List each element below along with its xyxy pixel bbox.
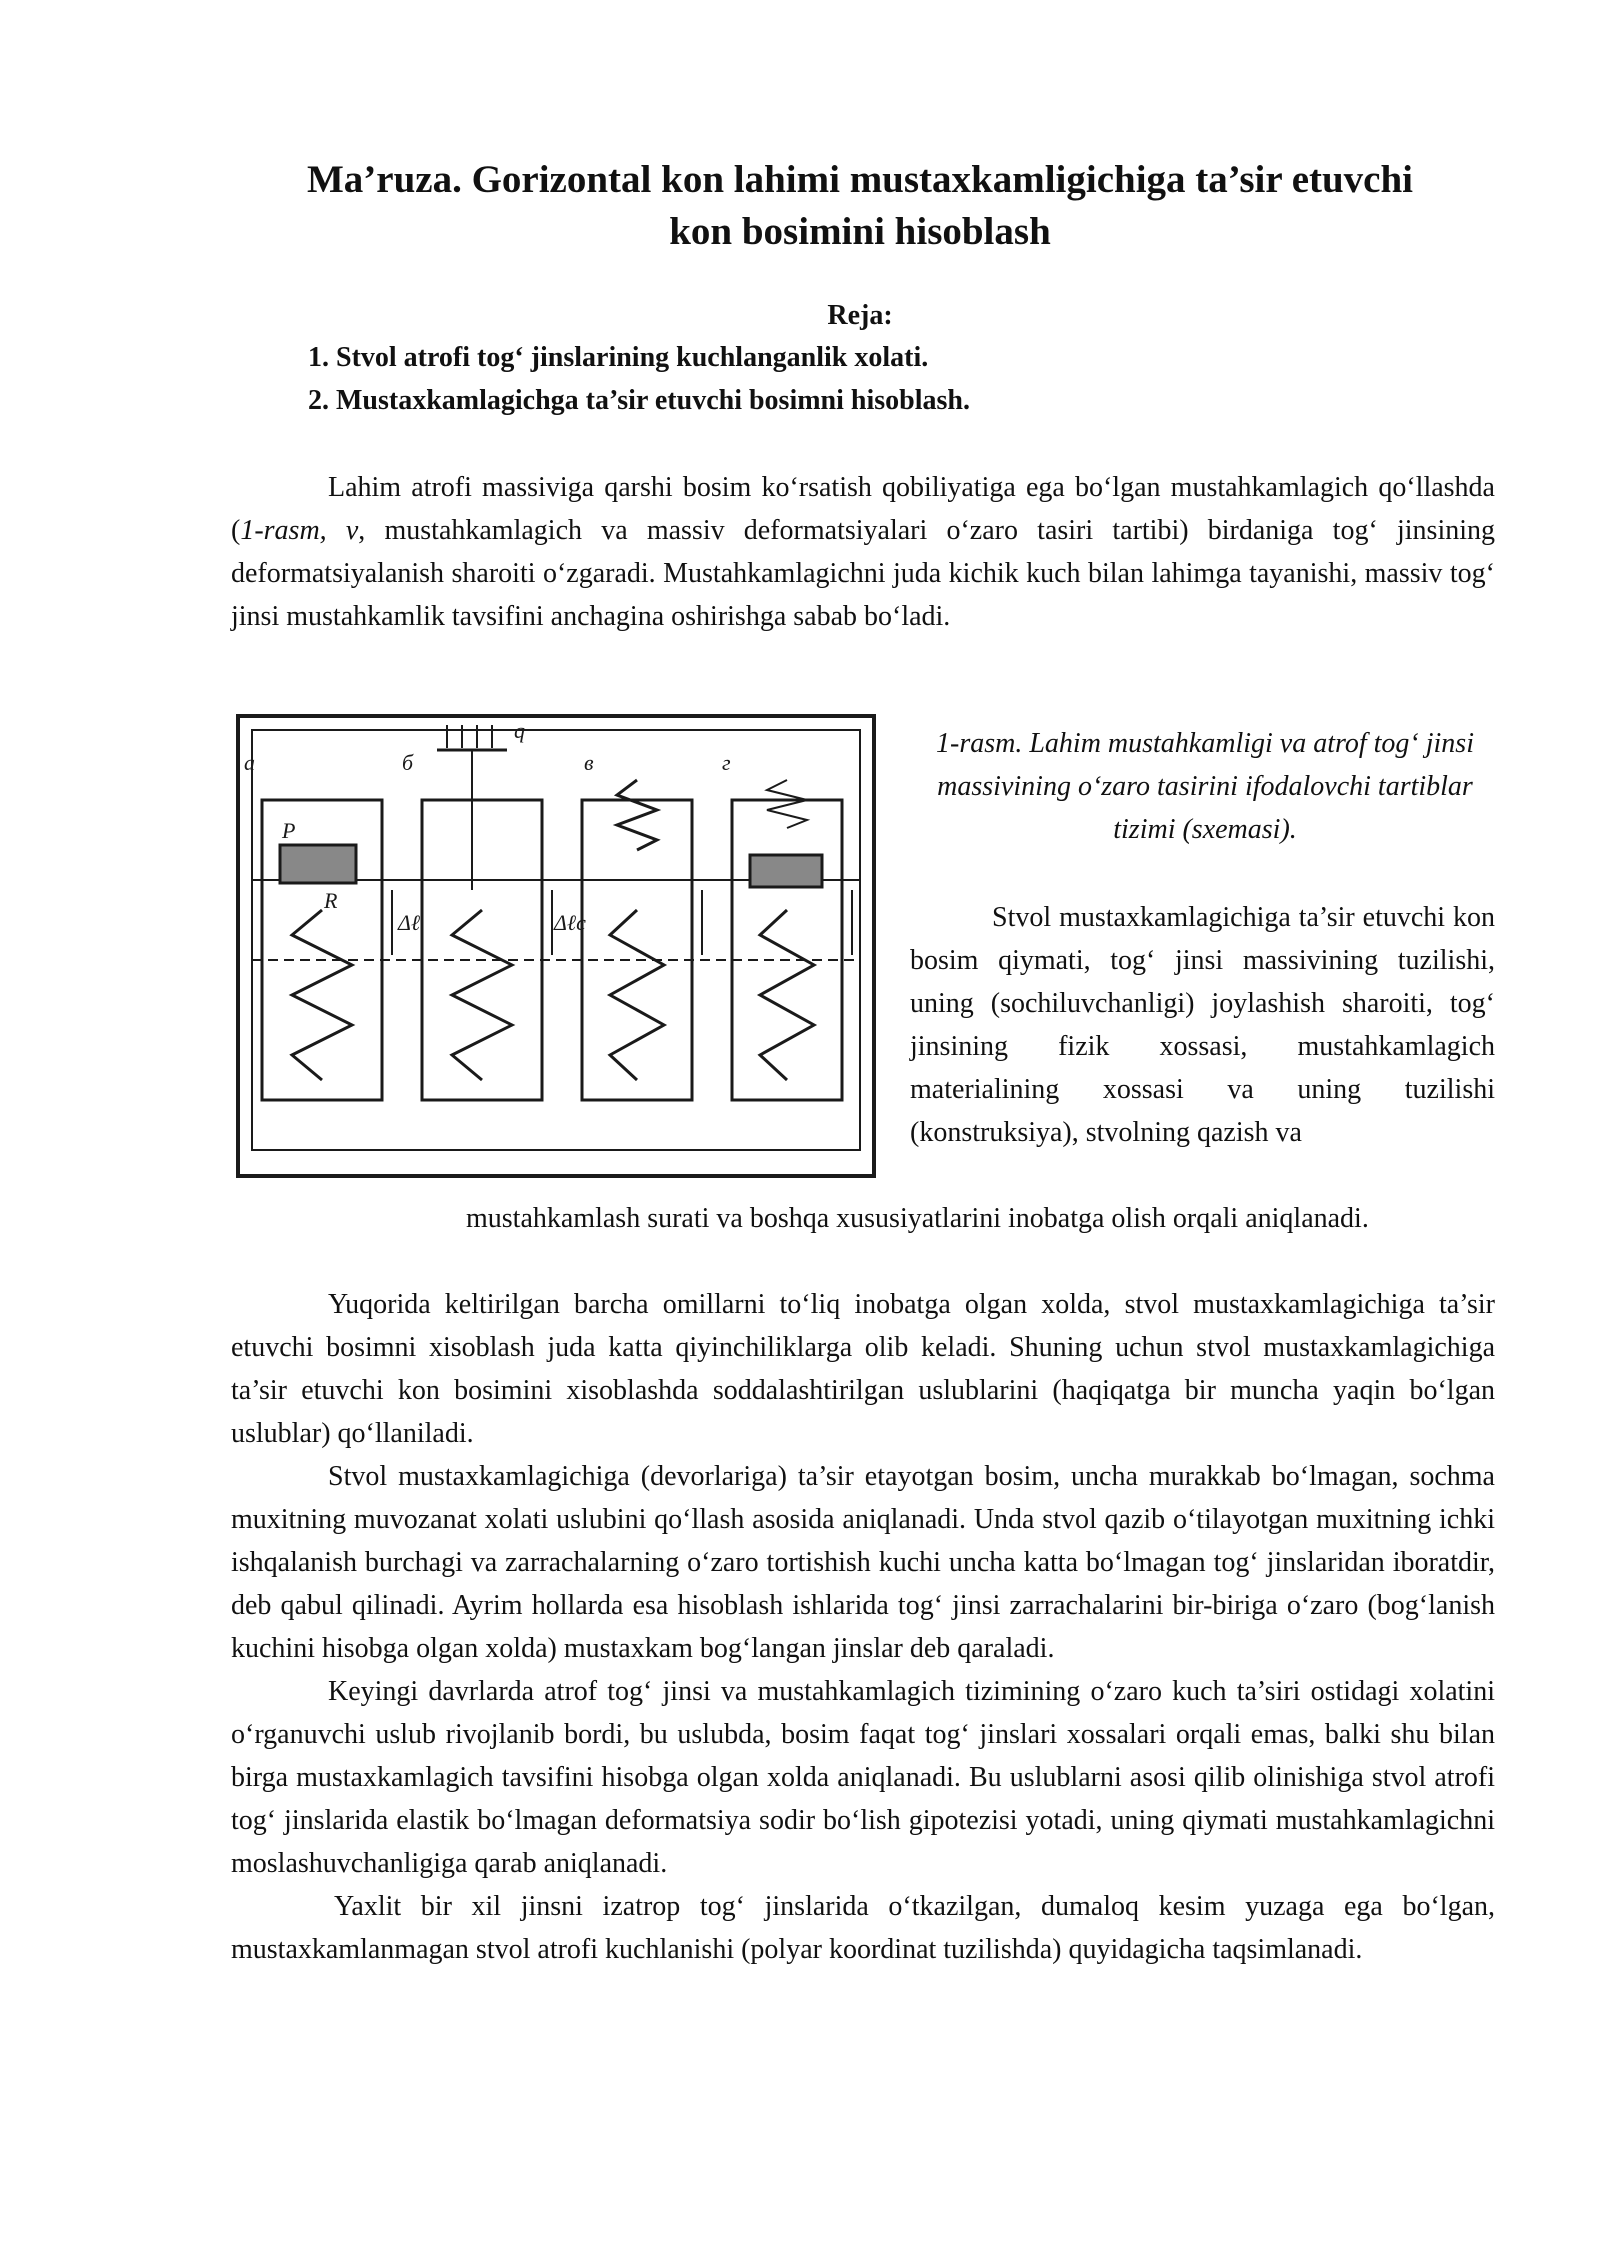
load-block-a [280,845,356,883]
paragraph-text: Lahim atrofi massiviga qarshi bosim ko‘rsatish qobiliyatiga ega bo‘lgan mustahkamlagich qo‘llashda ( [231,472,1495,546]
paragraph: Stvol mustaxkamlagichiga (devorlariga) ta’sir etayotgan bosim, uncha murakkab bo‘lmagan, sochma muxitning muvozanat xolati uslubini qo‘llash asosida aniqlanadi. Unda stvol qazib o‘tilayotgan muxitning ichki ishqalanish burchagi va zarrachalarning o‘zaro tortishish kuchi uncha katta bo‘lmagan tog‘ jinslaridan iboratdir, deb qabul qilinadi. Ayrim hollarda esa hisoblash ishlarida tog‘ jinsi zarrachalarini bir-biriga o‘zaro (bog‘lanish kuchini hisobga olgan xolda) mustaxkam bog‘langan jinslar deb qaraladi. [231,1461,1495,1664]
figure-1-diagram [232,710,882,1210]
paragraph: Yuqorida keltirilgan barcha omillarni to‘liq inobatga olgan xolda, stvol mustaxkamlagichiga ta’sir etuvchi bosimni xisoblash juda katta qiyinchiliklarga olib keladi. Shuning uchun stvol mustaxkamlagichiga ta’sir etuvchi kon bosimini xisoblashda soddalashtirilgan uslublarini (haqiqatga bir muncha yaqin bo‘lgan uslublar) qo‘llaniladi. [231,1289,1495,1449]
force-label-q: q [514,718,525,743]
body-text [231,1283,1495,1971]
scheme-label-a: a [244,750,255,775]
scheme-label-b: б [402,750,414,775]
spring-a [292,910,352,1080]
figure-reference: 1-rasm, v [240,515,359,546]
spring-g [760,910,814,1080]
paragraph-continuation: mustahkamlash surati va boshqa xususiyatlarini inobatga olish orqali aniqlanadi. [466,1203,1369,1234]
plan-item: 2. Mustaxkamlagichga ta’sir etuvchi bosimni hisoblash. [308,385,970,416]
dimension-label-c: Δℓc [554,910,586,935]
load-block-g [750,855,822,887]
title-line-1: Ma’ruza. Gorizontal kon lahimi mustaxkamligichiga ta’sir etuvchi [306,158,1414,201]
scheme-label-g: г [722,750,731,775]
paragraph-intro [231,466,1495,638]
spring-g-top [767,780,807,828]
force-label-r: R [324,888,338,913]
plan-heading: Reja: [827,300,893,331]
spring-b [452,910,512,1080]
spring-v [610,910,664,1080]
title-line-2: kon bosimini hisoblash [669,210,1051,253]
figure-caption: 1-rasm. Lahim mustahkamligi va atrof tog‘ jinsi massivining o‘zaro tasirini ifodalovchi tartiblar tizimi (sxemasi). [936,728,1474,845]
dimension-label: Δℓ [398,910,421,935]
spring-v-top [617,780,657,850]
paragraph: Yaxlit bir xil jinsni izatrop tog‘ jinslarida o‘tkazilgan, dumaloq kesim yuzaga ega bo‘lgan, mustaxkamlanmagan stvol atrofi kuchlanishi (polyar koordinat tuzilishda) quyidagicha taqsimlanadi. [231,1891,1495,1965]
paragraph-text: , mustahkamlagich va massiv deformatsiyalari o‘zaro tasiri tartibi) birdaniga tog‘ jinsining deformatsiyalanish sharoiti o‘zgaradi. Mustahkamlagichni juda kichik kuch bilan lahimga tayanishi, massiv tog‘ jinsi mustahkamlik tavsifini anchagina oshirishga sabab bo‘ladi. [231,515,1495,632]
paragraph: Keyingi davrlarda atrof tog‘ jinsi va mustahkamlagich tizimining o‘zaro kuch ta’siri ostidagi xolatini o‘rganuvchi uslub rivojlanib bordi, bu uslubda, bosim faqat tog‘ jinslari xossalari orqali emas, balki shu bilan birga mustaxkamlagich tavsifini hisobga olgan xolda aniqlanadi. Bu uslublarni asosi qilib olinishiga stvol atrofi tog‘ jinslarida elastik bo‘lmagan deformatsiya sodir bo‘lish gipotezisi yotadi, uning qiymati mustahkamlagichni moslashuvchanligiga qarab aniqlanadi. [231,1676,1495,1879]
page-title [200,154,1520,258]
paragraph-beside-figure: Stvol mustaxkamlagichiga ta’sir etuvchi kon bosim qiymati, tog‘ jinsi massivining tuzilishi, uning (sochiluvchanligi) joylashish sharoiti, tog‘ jinsining fizik xossasi, mustahkamlagich materialining xossasi va uning tuzilishi (konstruksiya), stvolning qazish va [910,902,1495,1148]
plan-list [308,336,970,422]
plan-item: 1. Stvol atrofi tog‘ jinslarining kuchlanganlik xolati. [308,342,929,373]
scheme-label-v: в [584,750,594,775]
force-label-p: P [282,818,296,843]
